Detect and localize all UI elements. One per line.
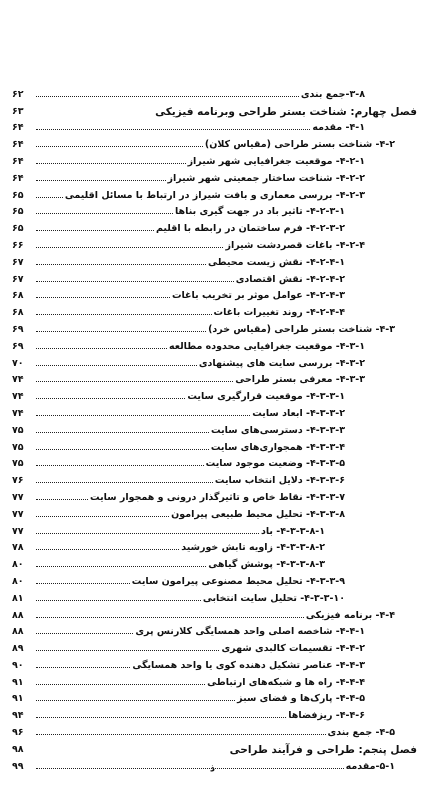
toc-entry-row <box>0 370 425 387</box>
toc-page-number: ۶۸ <box>12 290 24 302</box>
toc-dot-leader <box>36 247 223 248</box>
toc-entry-row <box>0 235 425 252</box>
toc-page-number: ۶۸ <box>12 307 24 319</box>
toc-dot-leader <box>36 516 169 517</box>
toc-entry-title: ۳-۸-جمع بندی <box>300 88 365 100</box>
toc-dot-leader <box>36 381 233 382</box>
toc-entry-title: ۴-۴-۱- شاخصه اصلی واحد همسایگی کلارنس پری <box>135 626 365 638</box>
toc-dot-leader <box>36 415 250 416</box>
toc-dot-leader <box>36 365 197 366</box>
toc-chapter-row <box>0 101 425 118</box>
toc-entry-row <box>0 504 425 521</box>
toc-entry-row <box>0 168 425 185</box>
toc-page-number: ۷۴ <box>12 407 24 419</box>
toc-dot-leader <box>36 533 259 534</box>
toc-entry-title: ۴-۲-۳-۱- تاثیر باد در جهت گیری بناها <box>174 206 345 218</box>
toc-page-number: ۶۵ <box>12 223 24 235</box>
toc-page-number: ۶۵ <box>12 206 24 218</box>
toc-page-number: ۶۲ <box>12 88 24 100</box>
toc-dot-leader <box>36 717 286 718</box>
toc-entry-title: ۴-۲-۲- شناخت ساختار جمعیتی شهر شیراز <box>167 172 365 184</box>
toc-dot-leader <box>36 180 166 181</box>
toc-page-number: ۹۱ <box>12 693 24 705</box>
toc-entry-row <box>0 218 425 235</box>
toc-page-number: ۷۶ <box>12 475 24 487</box>
toc-dot-leader <box>36 650 219 651</box>
toc-entry-row <box>0 302 425 319</box>
toc-entry-title: ۴-۳-۳-۴- همجواری‌های سایت <box>210 441 345 453</box>
toc-entry-title: ۴-۳-۳-۳- دسترسی‌های سایت <box>211 424 345 436</box>
toc-entry-row <box>0 353 425 370</box>
toc-entry-row <box>0 437 425 454</box>
toc-page-number: ۸۰ <box>12 559 24 571</box>
toc-entry-row <box>0 722 425 739</box>
toc-page-number: ۶۹ <box>12 340 24 352</box>
toc-dot-leader <box>36 398 185 399</box>
toc-entry-title: ۴-۳-۱- موقعیت جغرافیایی محدوده مطالعه <box>168 340 365 352</box>
toc-entry-title: ۴-۳-۳-۸-۱- باد <box>260 525 325 537</box>
toc-page-number: ۹۹ <box>12 760 24 772</box>
toc-entry-row <box>0 118 425 135</box>
toc-entry-title: ۴-۴- برنامه فیزیکی <box>305 609 395 621</box>
toc-entry-title: ۴-۳-۳-۸- تحلیل محیط طبیعی پیرامون <box>171 508 345 520</box>
toc-page-number: ۹۱ <box>12 676 24 688</box>
toc-page-number: ۷۷ <box>12 491 24 503</box>
toc-page-number: ۷۸ <box>12 542 24 554</box>
toc-entry-row <box>0 269 425 286</box>
toc-entry-row <box>0 538 425 555</box>
toc-entry-row <box>0 554 425 571</box>
toc-entry-title: ۴-۳- شناخت بستر طراحی (مقیاس خرد) <box>208 323 395 335</box>
toc-dot-leader <box>36 163 186 164</box>
toc-dot-leader <box>36 146 203 147</box>
toc-entry-row <box>0 655 425 672</box>
toc-dot-leader <box>36 684 205 685</box>
toc-page-number: ۹۸ <box>12 743 24 755</box>
toc-entry-row <box>0 689 425 706</box>
toc-entry-row <box>0 185 425 202</box>
toc-entry-title: ۴-۲-۴-۱- نقش زیست محیطی <box>208 256 345 268</box>
toc-dot-leader <box>36 600 201 601</box>
toc-page-number: ۹۰ <box>12 659 24 671</box>
toc-dot-leader <box>36 633 133 634</box>
toc-page-number: ۶۴ <box>12 155 24 167</box>
toc-entry-row <box>0 638 425 655</box>
toc-dot-leader <box>36 566 206 567</box>
toc-dot-leader <box>36 583 130 584</box>
toc-entry-title: ۴-۴-۲- تقسیمات کالبدی شهری <box>221 643 365 655</box>
toc-page-number: ۶۴ <box>12 172 24 184</box>
toc-page-number: ۷۴ <box>12 374 24 386</box>
toc-page-number: ۷۰ <box>12 357 24 369</box>
toc-entry-title: ۴-۳-۳-۵- وضعیت موجود سایت <box>205 458 345 470</box>
toc-entry-title: ۴-۳-۳-۸-۳- پوشش گیاهی <box>208 559 325 571</box>
toc-page-number: ۸۰ <box>12 575 24 587</box>
toc-page-number: ۶۷ <box>12 273 24 285</box>
toc-entry-row <box>0 319 425 336</box>
toc-dot-leader <box>36 465 204 466</box>
toc-entry-row <box>0 134 425 151</box>
toc-page-number: ۷۵ <box>12 424 24 436</box>
toc-entry-title: ۴-۳-۳-۲- ابعاد سایت <box>252 407 345 419</box>
toc-page-number: ۹۴ <box>12 710 24 722</box>
toc-page-number: ۷۵ <box>12 458 24 470</box>
toc-page-number: ۹۶ <box>12 727 24 739</box>
toc-entry-title: فصل پنجم: طراحی و فرآیند طراحی <box>229 743 417 756</box>
toc-entry-row <box>0 622 425 639</box>
toc-entry-title: ۴-۳-۳-۱۰- تحلیل سایت انتخابی <box>202 592 345 604</box>
toc-entry-row <box>0 672 425 689</box>
toc-dot-leader <box>36 348 167 349</box>
toc-entry-title: ۴-۲-۳- بررسی معماری و بافت شیراز در ارتباط با مسائل اقلیمی <box>64 189 365 201</box>
toc-entry-row <box>0 420 425 437</box>
toc-dot-leader <box>36 297 170 298</box>
toc-dot-leader <box>36 314 212 315</box>
toc-entry-title: ۴-۲-۴-۴- روند تغییرات باغات <box>213 307 345 319</box>
toc-dot-leader <box>36 213 173 214</box>
toc-entry-title: ۴-۲- شناخت بستر طراحی (مقیاس کلان) <box>204 139 395 151</box>
toc-entry-title: ۴-۴-۶- ریزفضاها <box>288 710 365 722</box>
toc-entry-row <box>0 705 425 722</box>
toc-entry-row <box>0 336 425 353</box>
toc-page-number: ۷۷ <box>12 508 24 520</box>
toc-entry-title: ۴-۲-۴-۳- عوامل موثر بر تخریب باغات <box>171 290 345 302</box>
toc-entry-title: ۵-۱-مقدمه <box>345 760 395 772</box>
toc-entry-title: ۴-۵- جمع بندی <box>327 727 395 739</box>
toc-entry-row <box>0 571 425 588</box>
toc-page-number: ۶۷ <box>12 256 24 268</box>
toc-entry-row <box>0 521 425 538</box>
toc-entry-title: ۴-۳-۳-۶- دلایل انتخاب سایت <box>214 475 345 487</box>
toc-dot-leader <box>36 700 235 701</box>
toc-entry-row <box>0 487 425 504</box>
toc-dot-leader <box>36 96 299 97</box>
toc-entry-row <box>0 605 425 622</box>
toc-dot-leader <box>36 549 179 550</box>
toc-page-number: ۶۶ <box>12 239 24 251</box>
toc-entry-title: ۴-۳-۳-۷- نقاط خاص و تاثیرگذار درونی و همجوار سایت <box>90 491 345 503</box>
toc-entry-title: ۴-۳-۳-۱- موقعیت قرارگیری سایت <box>187 391 345 403</box>
toc-page-number: ۶۴ <box>12 139 24 151</box>
toc-entry-row <box>0 454 425 471</box>
toc-entry-row <box>0 151 425 168</box>
toc-entry-row <box>0 84 425 101</box>
toc-entry-title: ۴-۲-۳-۲- فرم ساختمان در رابطه با اقلیم <box>155 223 345 235</box>
toc-page-number: ۸۸ <box>12 626 24 638</box>
toc-entry-title: ۴-۳-۳-۸-۲- زاویه تابش خورشید <box>181 542 325 554</box>
toc-entry-row <box>0 403 425 420</box>
toc-entry-title: ۴-۳-۲- بررسی سایت های پیشنهادی <box>198 357 365 369</box>
toc-dot-leader <box>36 230 154 231</box>
toc-entry-row <box>0 386 425 403</box>
toc-entry-title: فصل چهارم: شناخت بستر طراحی وبرنامه فیزیکی <box>155 105 417 118</box>
toc-dot-leader <box>36 264 206 265</box>
toc-entry-title: ۴-۲-۱- موقعیت جغرافیایی شهر شیراز <box>187 155 365 167</box>
toc-dot-leader <box>36 129 310 130</box>
toc-page-number: ۸۸ <box>12 609 24 621</box>
toc-entry-title: ۴-۲-۴-۲- نقش اقتصادی <box>235 273 345 285</box>
toc-page-number: ۸۱ <box>12 592 24 604</box>
toc-entry-title: ۴-۱- مقدمه <box>312 122 365 134</box>
toc-dot-leader <box>36 331 206 332</box>
page-folio: ذ <box>209 763 216 774</box>
toc-entry-title: ۴-۳-۳- معرفی بستر طراحی <box>235 374 365 386</box>
toc-page-number: ۶۵ <box>12 189 24 201</box>
toc-entry-title: ۴-۲-۴- باغات قصردشت شیراز <box>225 239 365 251</box>
toc-entry-row <box>0 202 425 219</box>
toc-dot-leader <box>36 734 326 735</box>
toc-dot-leader <box>36 617 304 618</box>
toc-dot-leader <box>36 499 88 500</box>
toc-dot-leader <box>36 281 234 282</box>
toc-entry-title: ۴-۴-۳- عناصر تشکیل دهنده کوی یا واحد همسایگی <box>132 659 365 671</box>
table-of-contents <box>0 84 425 773</box>
toc-page-number: ۷۵ <box>12 441 24 453</box>
toc-page-number: ۸۹ <box>12 643 24 655</box>
toc-page-number: ۶۴ <box>12 122 24 134</box>
toc-dot-leader <box>36 197 63 198</box>
toc-page-number: ۷۴ <box>12 391 24 403</box>
toc-page-number: ۶۳ <box>12 105 24 117</box>
toc-entry-title: ۴-۳-۳-۹- تحلیل محیط مصنوعی پیرامون سایت <box>131 575 345 587</box>
toc-entry-row <box>0 470 425 487</box>
toc-page-number: ۶۹ <box>12 323 24 335</box>
toc-chapter-row <box>0 739 425 756</box>
toc-entry-row <box>0 252 425 269</box>
toc-entry-title: ۴-۴-۵- پارک‌ها و فضای سبز <box>237 693 365 705</box>
toc-dot-leader <box>36 432 209 433</box>
toc-dot-leader <box>36 482 213 483</box>
toc-page-number: ۷۷ <box>12 525 24 537</box>
toc-dot-leader <box>36 449 209 450</box>
toc-dot-leader <box>36 667 130 668</box>
toc-entry-row <box>0 588 425 605</box>
toc-entry-row <box>0 286 425 303</box>
toc-entry-title: ۴-۴-۴- راه ها و شبکه‌های ارتباطی <box>207 676 365 688</box>
